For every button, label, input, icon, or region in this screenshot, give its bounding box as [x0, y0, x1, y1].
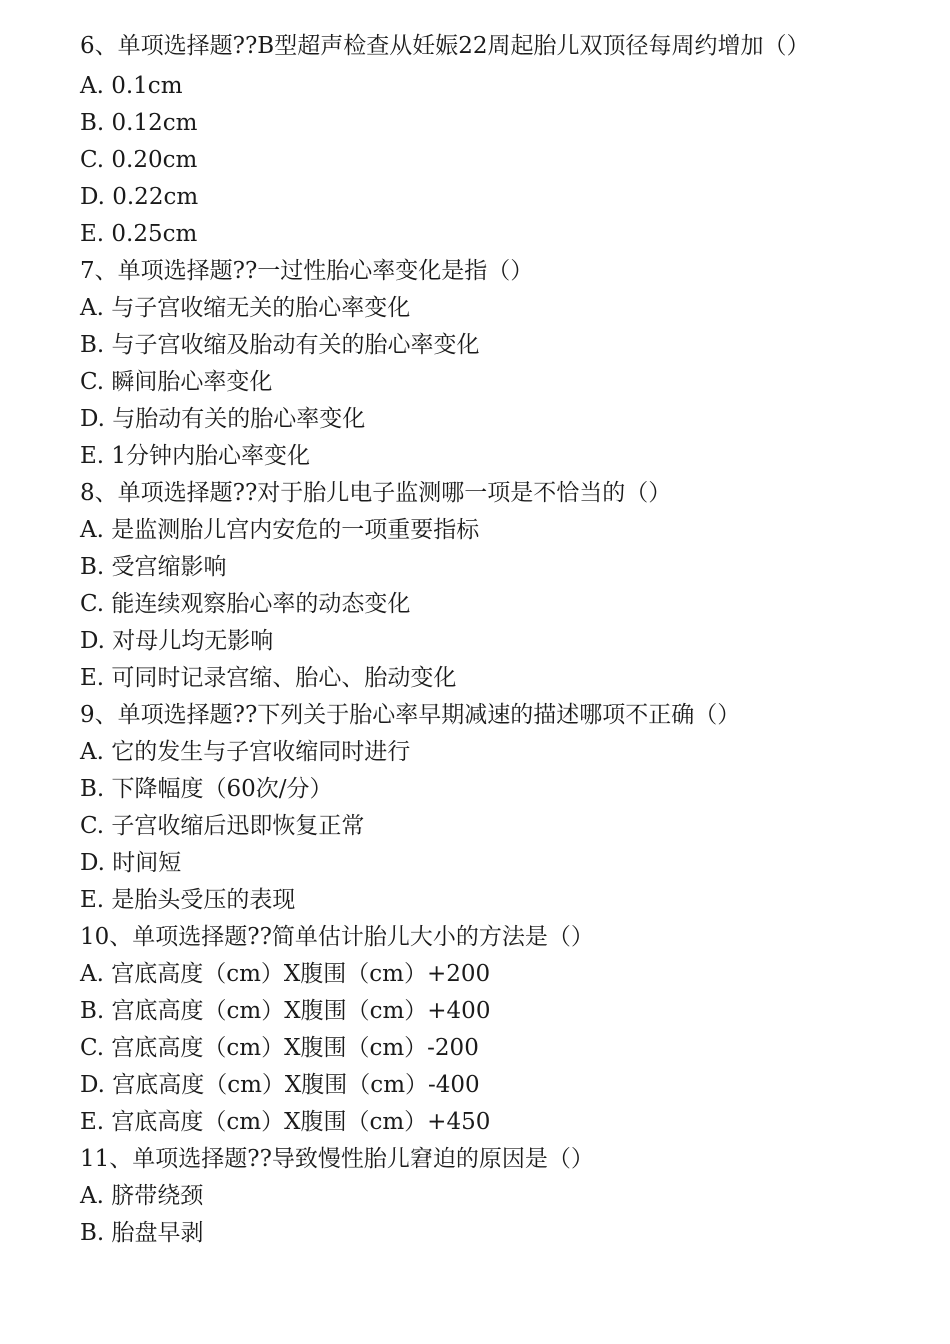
option-item: D. 时间短 [80, 850, 182, 876]
option-item: A. 是监测胎儿宫内安危的一项重要指标 [80, 517, 480, 543]
option-item: B. 与子宫收缩及胎动有关的胎心率变化 [80, 332, 480, 358]
option-item: E. 可同时记录宫缩、胎心、胎动变化 [80, 665, 457, 691]
option-item: C. 能连续观察胎心率的动态变化 [80, 591, 411, 617]
option-item: D. 0.22cm [80, 184, 199, 210]
option-item: B. 宫底高度（cm）X腹围（cm）+400 [80, 998, 491, 1024]
option-item: B. 受宫缩影响 [80, 554, 227, 580]
question-stem: 11、单项选择题??导致慢性胎儿窘迫的原因是（） [80, 1146, 594, 1172]
option-item: D. 与胎动有关的胎心率变化 [80, 406, 366, 432]
option-item: E. 1分钟内胎心率变化 [80, 443, 311, 469]
question-stem: 6、单项选择题??B型超声检查从妊娠22周起胎儿双顶径每周约增加（） [80, 33, 810, 59]
option-item: B. 下降幅度（60次/分） [80, 776, 333, 802]
option-item: A. 脐带绕颈 [80, 1183, 204, 1209]
option-item: B. 0.12cm [80, 110, 198, 136]
option-item: C. 子宫收缩后迅即恢复正常 [80, 813, 365, 839]
option-item: D. 宫底高度（cm）X腹围（cm）-400 [80, 1072, 480, 1098]
option-item: A. 它的发生与子宫收缩同时进行 [80, 739, 411, 765]
option-item: B. 胎盘早剥 [80, 1220, 204, 1246]
option-item: C. 0.20cm [80, 147, 198, 173]
option-item: A. 宫底高度（cm）X腹围（cm）+200 [80, 961, 491, 987]
question-stem: 9、单项选择题??下列关于胎心率早期减速的描述哪项不正确（） [80, 702, 741, 728]
question-stem: 10、单项选择题??简单估计胎儿大小的方法是（） [80, 924, 594, 950]
option-item: E. 0.25cm [80, 221, 198, 247]
option-item: D. 对母儿均无影响 [80, 628, 274, 654]
option-item: A. 0.1cm [80, 73, 183, 99]
option-item: A. 与子宫收缩无关的胎心率变化 [80, 295, 411, 321]
question-stem: 7、单项选择题??一过性胎心率变化是指（） [80, 258, 534, 284]
option-item: C. 瞬间胎心率变化 [80, 369, 273, 395]
option-item: E. 宫底高度（cm）X腹围（cm）+450 [80, 1109, 491, 1135]
document-page [80, 31, 930, 1252]
option-item: E. 是胎头受压的表现 [80, 887, 296, 913]
question-stem: 8、单项选择题??对于胎儿电子监测哪一项是不恰当的（） [80, 480, 672, 506]
option-item: C. 宫底高度（cm）X腹围（cm）-200 [80, 1035, 479, 1061]
